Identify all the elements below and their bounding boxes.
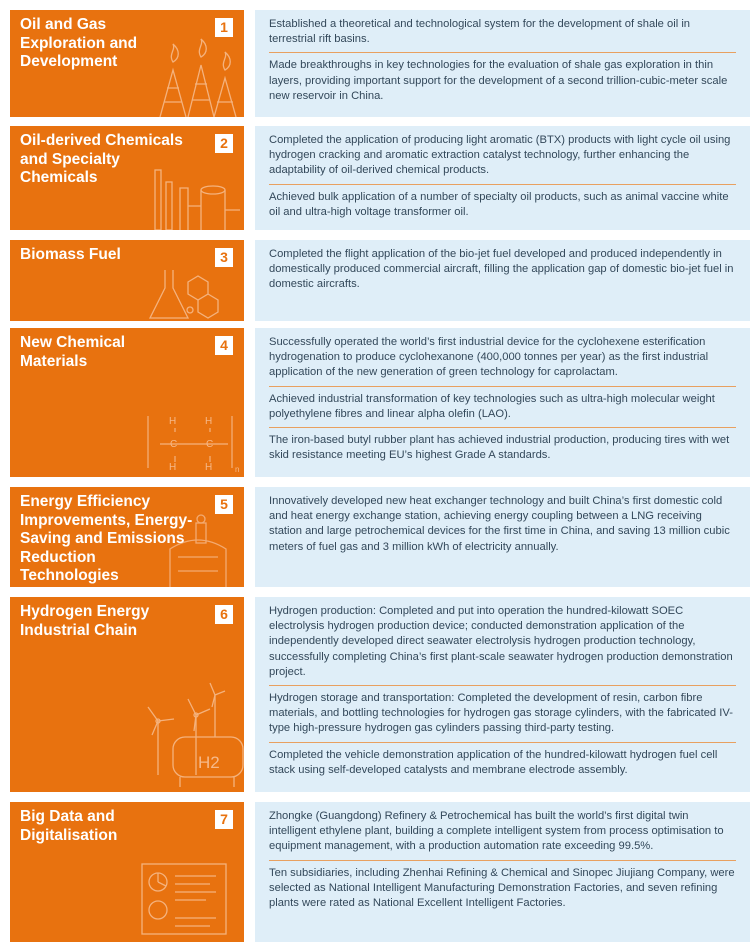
section-6-title: Hydrogen Energy Industrial Chain: [20, 603, 150, 639]
section-6: [10, 597, 750, 792]
section-2-title: Oil-derived Chemicals and Specialty Chemicals: [20, 132, 183, 186]
section-2-number: 2: [215, 134, 233, 153]
section-3-header: [10, 240, 244, 321]
section-1-item-1: Established a theoretical and technological system for the development of shale oil in terrestrial rift basins.: [269, 18, 691, 46]
section-5-content: [255, 487, 750, 587]
art-c-2: C: [206, 439, 214, 450]
section-6-content: [255, 597, 750, 792]
art-n: n: [235, 465, 240, 474]
section-5-title: Energy Efficiency Improvements, Energy-Saving and Emissions Reduction Technologies: [20, 493, 193, 584]
section-7-item-1: Zhongke (Guangdong) Refinery & Petrochemical has built the world’s first digital twin intelligent ethylene plant, building a complete intelligent system from process optimisation to equipment management, with a production automation rate exceeding 99.5%.: [269, 810, 724, 853]
art-h-4: H: [205, 462, 213, 473]
section-2-item-1: Completed the application of producing light aromatic (BTX) products with light cycle oil using hydrogen cracking and aromatic extraction catalyst technology, further enhancing the adaptability of oil-derived chemical products.: [269, 134, 731, 177]
section-5: [10, 487, 750, 587]
section-7-item-2: Ten subsidiaries, including Zhenhai Refining & Chemical and Sinopec Jiujiang Company, were selected as National Intelligent Manufacturing Demonstration Factories, and seven refining plants were rated as National Excellent Intelligent Factories.: [269, 860, 736, 917]
section-7-header: [10, 802, 244, 942]
section-1-header: [10, 10, 244, 117]
section-5-number: 5: [215, 495, 233, 514]
art-h-3: H: [169, 462, 177, 473]
section-2-header: [10, 126, 244, 230]
section-2-item-2: Achieved bulk application of a number of specialty oil products, such as animal vaccine white oil and ultra-high voltage transformer oil.: [269, 184, 736, 225]
section-1-content: [255, 10, 750, 117]
section-3-title: Biomass Fuel: [20, 246, 121, 263]
section-6-number: 6: [215, 605, 233, 624]
section-3: [10, 240, 750, 321]
section-7-title: Big Data and Digitalisation: [20, 808, 118, 844]
section-4-header: [10, 328, 244, 477]
section-5-header: [10, 487, 244, 587]
section-4-item-2: Achieved industrial transformation of key technologies such as ultra-high molecular weight polyethylene fibres and linear alpha olefin (LAO).: [269, 386, 736, 427]
section-4: [10, 328, 750, 477]
section-2-content: [255, 126, 750, 230]
section-4-content: [255, 328, 750, 477]
art-h-1: H: [169, 416, 177, 427]
art-c-1: C: [170, 439, 178, 450]
section-2: [10, 126, 750, 230]
art-h2: H2: [198, 753, 220, 772]
section-1: [10, 10, 750, 117]
section-3-content: [255, 240, 750, 321]
section-3-number: 3: [215, 248, 233, 267]
section-6-item-1: Hydrogen production: Completed and put into operation the hundred-kilowatt SOEC electrolysis hydrogen production device; conducted demonstration application of the independently developed direct seawater electrolysis hydrogen production technology, successfully completing China’s first plant-scale seawater hydrogen production demonstration project.: [269, 605, 733, 678]
art-h-2: H: [205, 416, 213, 427]
section-7-content: [255, 802, 750, 942]
section-7: [10, 802, 750, 942]
section-4-title: New Chemical Materials: [20, 334, 126, 370]
section-1-number: 1: [215, 18, 233, 37]
section-6-item-2: Hydrogen storage and transportation: Completed the development of resin, carbon fibre materials, and bottling technologies for hydrogen gas storage cylinders, with the fabricated IV-type high-pressure hydrogen gas cylinders passing third-party testing.: [269, 685, 736, 742]
section-4-item-3: The iron-based butyl rubber plant has achieved industrial production, producing tires with wet skid resistance meeting EU’s highest Grade A standards.: [269, 427, 736, 468]
section-6-item-3: Completed the vehicle demonstration application of the hundred-kilowatt hydrogen fuel cell stack using self-developed catalysts and membrane electrode assembly.: [269, 742, 736, 783]
section-1-item-2: Made breakthroughs in key technologies for the evaluation of shale gas exploration in thin layers, providing important support for the development of a second trillion-cubic-meter scale new reservoir in China.: [269, 52, 736, 109]
section-1-title: Oil and Gas Exploration and Development: [20, 16, 138, 70]
section-5-item-1: Innovatively developed new heat exchanger technology and built China’s first domestic cold and heat energy exchange station, achieving energy coupling between a LNG receiving station and large petrochemical devices for the first time in China, and saving 13 million cubic meters of fuel gas and 3 million kWh of electricity annually.: [269, 495, 730, 553]
section-3-item-1: Completed the flight application of the bio-jet fuel developed and produced independently in domestically produced commercial aircraft, filling the application gap of domestic bio-jet fuel in domestic aircrafts.: [269, 248, 734, 291]
section-4-number: 4: [215, 336, 233, 355]
section-7-number: 7: [215, 810, 233, 829]
section-4-item-1: Successfully operated the world’s first industrial device for the cyclohexene esterification hydrogenation to produce cyclohexanone (400,000 tonnes per year) as the first industrial application of the new generation of green technology for caprolactam.: [269, 336, 709, 379]
section-6-header: [10, 597, 244, 792]
